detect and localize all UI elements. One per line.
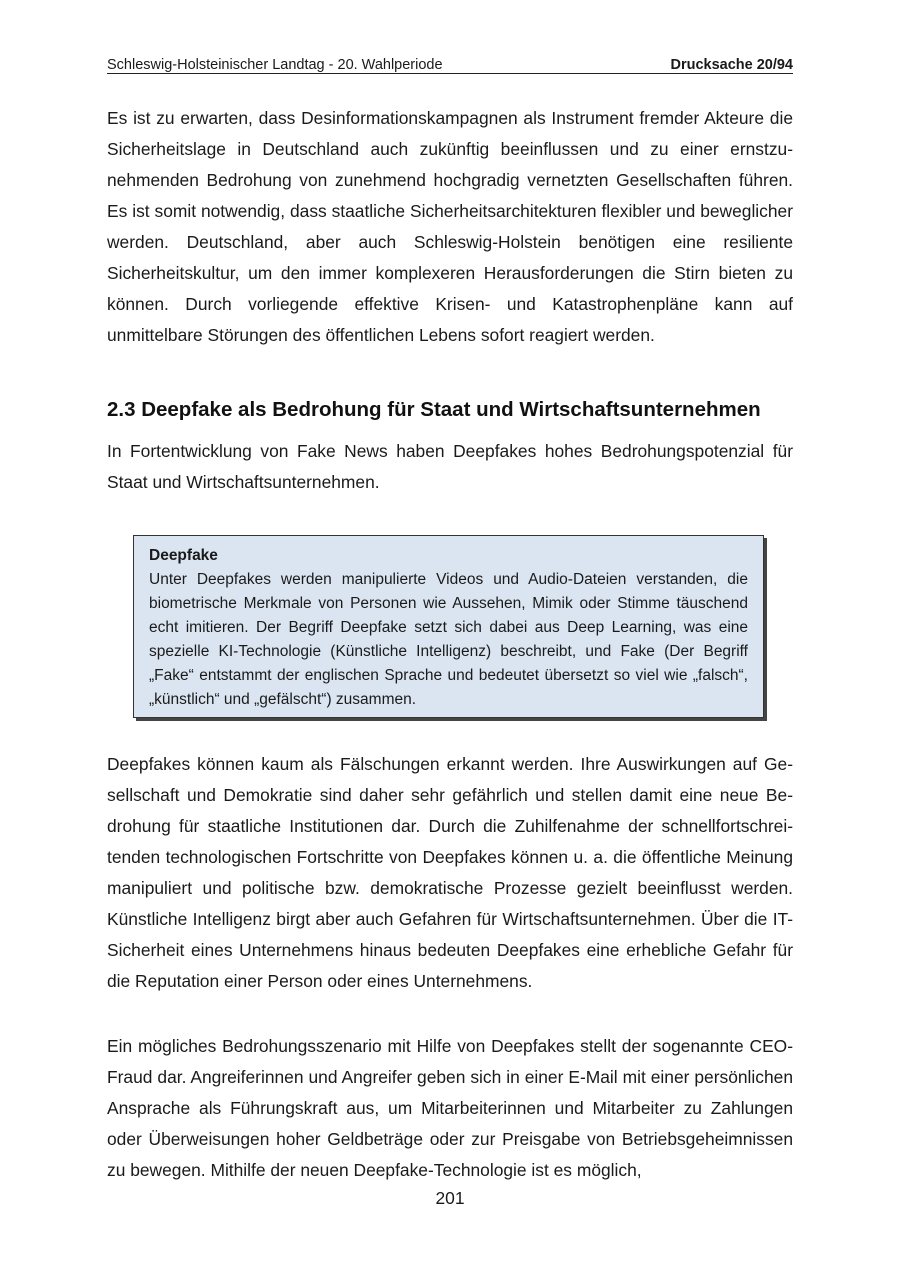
body-paragraph-1: Es ist zu erwarten, dass Desinformationskampagnen als Instrument fremder Akteure die Sicherheitslage in Deutschland auch zukünftig beeinflussen und zu einer ernstzunehmenden Bedrohung von zunehmend hochgradig vernetzten Gesellschaften führen. Es ist somit notwendig, dass staatliche Sicherheitsarchitekturen flexibler und beweglicher werden. Deutschland, aber auch Schleswig-Holstein benötigen eine resiliente Sicherheitskultur, um den immer komplexeren Herausforderungen die Stirn bieten zu können. Durch vorliegende effektive Krisen- und Katastrophenpläne kann auf unmittelbare Störungen des öffentlichen Lebens sofort reagiert werden. xyxy=(107,108,793,345)
definition-box xyxy=(133,535,764,718)
page-header xyxy=(107,53,793,74)
page-number: 201 xyxy=(435,1188,465,1208)
section-heading: 2.3 Deepfake als Bedrohung für Staat und Wirtschaftsunternehmen xyxy=(107,398,761,421)
document-number: Drucksache 20/94 xyxy=(670,57,793,73)
body-paragraph-4: Ein mögliches Bedrohungsszenario mit Hilfe von Deepfakes stellt der sogenannte CEO-Fraud dar. Angreiferinnen und Angreifer geben sich in einer E-Mail mit einer persönlichen Ansprache als Führungskraft aus, um Mitarbeiterinnen und Mitarbeiter zu Zahlungen oder Überweisungen hoher Geldbeträge oder zur Preisgabe von Betriebsgeheimnissen zu bewegen. Mithilfe der neuen Deepfake-Technologie ist es möglich, xyxy=(107,1036,793,1180)
body-paragraph-2: In Fortentwicklung von Fake News haben Deepfakes hohes Bedrohungspotenzial für Staat und Wirtschaftsunternehmen. xyxy=(107,441,793,492)
definition-title: Deepfake xyxy=(149,547,218,564)
definition-text: Unter Deepfakes werden manipulierte Videos und Audio-Dateien verstanden, die biometrische Merkmale von Personen wie Aussehen, Mimik oder Stimme täuschend echt imitieren. Der Begriff Deepfake setzt sich dabei aus Deep Learning, was eine spezielle KI-Technologie (Künstliche Intelligenz) beschreibt, und Fake (Der Begriff „Fake“ entstammt der englischen Sprache und bedeutet übersetzt so viel wie „falsch“, „künstlich“ und „gefälscht“) zusammen. xyxy=(149,571,748,708)
body-paragraph-3: Deepfakes können kaum als Fälschungen erkannt werden. Ihre Auswirkungen auf Gesellschaft und Demokratie sind daher sehr gefährlich und stellen damit eine neue Bedrohung für staatliche Institutionen dar. Durch die Zuhilfenahme der schnellfortschreitenden technologischen Fortschritte von Deepfakes können u. a. die öffentliche Meinung manipuliert und politische bzw. demokratische Prozesse gezielt beeinflusst werden. Künstliche Intelligenz birgt aber auch Gefahren für Wirtschaftsunternehmen. Über die IT-Sicherheit eines Unternehmens hinaus bedeuten Deepfakes eine erhebliche Gefahr für die Reputation einer Person oder eines Unternehmens. xyxy=(107,754,793,991)
header-title: Schleswig-Holsteinischer Landtag - 20. Wahlperiode xyxy=(107,57,443,73)
